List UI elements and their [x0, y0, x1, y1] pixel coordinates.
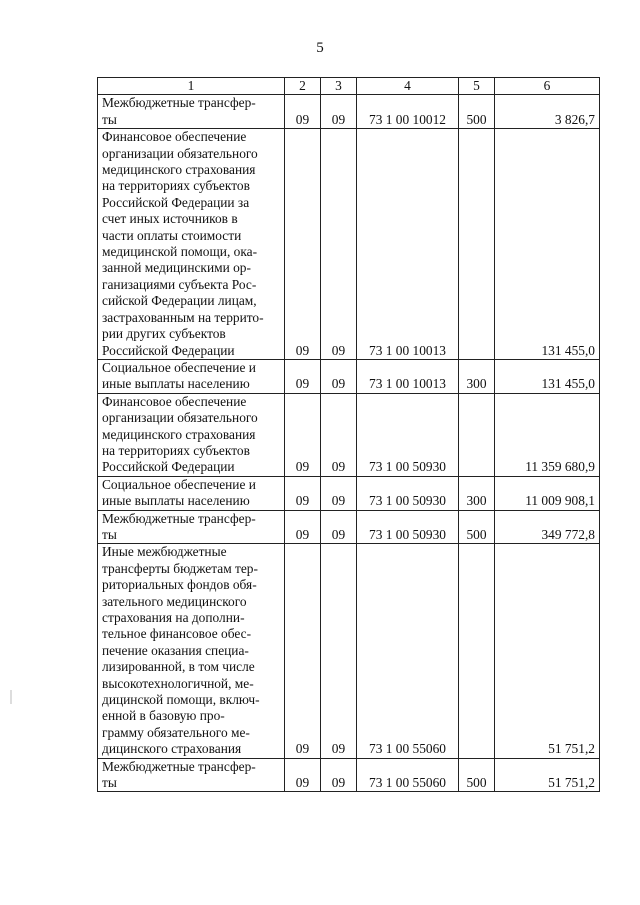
page-number: 5 — [316, 40, 324, 56]
description-line: застрахованным на террито- — [102, 309, 264, 325]
description-line: Финансовое обеспечение — [102, 393, 247, 409]
subsection-code: 09 — [321, 393, 357, 476]
amount: 131 455,0 — [495, 129, 600, 360]
amount: 51 751,2 — [495, 758, 600, 792]
target-article-code: 73 1 00 55060 — [357, 758, 459, 792]
section-code: 09 — [285, 758, 321, 792]
scan-mark — [10, 690, 12, 704]
header-col-6: 6 — [495, 78, 600, 95]
table-row — [98, 129, 600, 360]
description-line: Межбюджетные трансфер- — [102, 95, 256, 111]
description-line: медицинского страхования — [102, 426, 256, 442]
subsection-code: 09 — [321, 758, 357, 792]
description-line: трансферты бюджетам тер- — [102, 560, 258, 576]
description-line: Межбюджетные трансфер- — [102, 510, 256, 526]
description-line: организации обязательного — [102, 145, 258, 161]
expense-type-code — [459, 129, 495, 360]
description-line: страхования на дополни- — [102, 610, 245, 625]
target-article-code: 73 1 00 10013 — [357, 129, 459, 360]
target-article-code: 73 1 00 55060 — [357, 544, 459, 758]
table-row — [98, 393, 600, 476]
target-article-code: 73 1 00 10012 — [357, 95, 459, 129]
description-line: Финансовое обеспечение — [102, 129, 247, 145]
target-article-code: 73 1 00 10013 — [357, 359, 459, 393]
table-row — [98, 758, 600, 792]
description-line: тельное финансовое обес- — [102, 626, 252, 642]
section-code: 09 — [285, 510, 321, 544]
description-line: дицинского страхования — [102, 741, 242, 757]
description-line: печение оказания специа- — [102, 642, 249, 658]
description-line: Иные межбюджетные — [102, 544, 227, 560]
section-code: 09 — [285, 393, 321, 476]
target-article-code: 73 1 00 50930 — [357, 476, 459, 510]
row-description — [98, 544, 285, 758]
description-line: зательного медицинского — [102, 593, 247, 609]
header-col-5: 5 — [459, 78, 495, 95]
header-row — [98, 78, 600, 95]
expense-type-code: 500 — [459, 95, 495, 129]
description-line: иные выплаты населению — [102, 493, 250, 509]
description-line: на территориях субъектов — [102, 442, 250, 458]
table-row — [98, 95, 600, 129]
section-code: 09 — [285, 129, 321, 360]
amount: 131 455,0 — [495, 359, 600, 393]
row-description — [98, 393, 285, 476]
description-line: Российской Федерации — [102, 342, 235, 358]
header-col-2: 2 — [285, 78, 321, 95]
amount: 51 751,2 — [495, 544, 600, 758]
expense-type-code: 300 — [459, 359, 495, 393]
description-line: ты — [102, 526, 117, 542]
section-code: 09 — [285, 359, 321, 393]
expense-type-code — [459, 544, 495, 758]
expense-type-code: 300 — [459, 476, 495, 510]
description-line: на территориях субъектов — [102, 178, 250, 194]
description-line: Российской Федерации — [102, 459, 235, 475]
table-row — [98, 510, 600, 544]
expense-type-code: 500 — [459, 510, 495, 544]
amount: 11 009 908,1 — [495, 476, 600, 510]
row-description — [98, 476, 285, 510]
table-row — [98, 476, 600, 510]
description-line: высокотехнологичной, ме- — [102, 675, 254, 691]
subsection-code: 09 — [321, 129, 357, 360]
description-line: рии других субъектов — [102, 326, 226, 342]
subsection-code: 09 — [321, 510, 357, 544]
subsection-code: 09 — [321, 476, 357, 510]
header-col-1: 1 — [98, 78, 285, 95]
description-line: ты — [102, 111, 117, 127]
section-code: 09 — [285, 95, 321, 129]
description-line: ганизациями субъекта Рос- — [102, 276, 257, 292]
description-line: грамму обязательного ме- — [102, 724, 250, 740]
description-line: Социальное обеспечение и — [102, 476, 256, 492]
amount: 11 359 680,9 — [495, 393, 600, 476]
description-line: Российской Федерации за — [102, 194, 250, 210]
description-line: лизированной, в том числе — [102, 659, 255, 675]
row-description — [98, 510, 285, 544]
row-description — [98, 95, 285, 129]
description-line: Социальное обеспечение и — [102, 359, 256, 375]
table-row — [98, 359, 600, 393]
subsection-code: 09 — [321, 359, 357, 393]
description-line: медицинского страхования — [102, 162, 256, 178]
subsection-code: 09 — [321, 95, 357, 129]
row-description — [98, 359, 285, 393]
expense-type-code — [459, 393, 495, 476]
target-article-code: 73 1 00 50930 — [357, 510, 459, 544]
description-line: Межбюджетные трансфер- — [102, 758, 256, 774]
description-line: занной медицинскими ор- — [102, 260, 251, 276]
description-line: медицинской помощи, ока- — [102, 244, 258, 260]
description-line: счет иных источников в — [102, 211, 238, 227]
description-line: организации обязательного — [102, 410, 258, 426]
description-line: сийской Федерации лицам, — [102, 293, 257, 309]
amount: 3 826,7 — [495, 95, 600, 129]
description-line: иные выплаты населению — [102, 376, 250, 392]
description-line: ты — [102, 775, 117, 791]
expense-type-code: 500 — [459, 758, 495, 792]
section-code: 09 — [285, 476, 321, 510]
header-col-3: 3 — [321, 78, 357, 95]
header-col-4: 4 — [357, 78, 459, 95]
budget-table — [97, 77, 600, 792]
table-row — [98, 544, 600, 758]
description-line: риториальных фондов обя- — [102, 577, 257, 593]
description-line: части оплаты стоимости — [102, 227, 242, 243]
description-line: дицинской помощи, включ- — [102, 692, 260, 708]
section-code: 09 — [285, 544, 321, 758]
row-description — [98, 758, 285, 792]
row-description — [98, 129, 285, 360]
description-line: енной в базовую про- — [102, 708, 225, 724]
amount: 349 772,8 — [495, 510, 600, 544]
target-article-code: 73 1 00 50930 — [357, 393, 459, 476]
subsection-code: 09 — [321, 544, 357, 758]
